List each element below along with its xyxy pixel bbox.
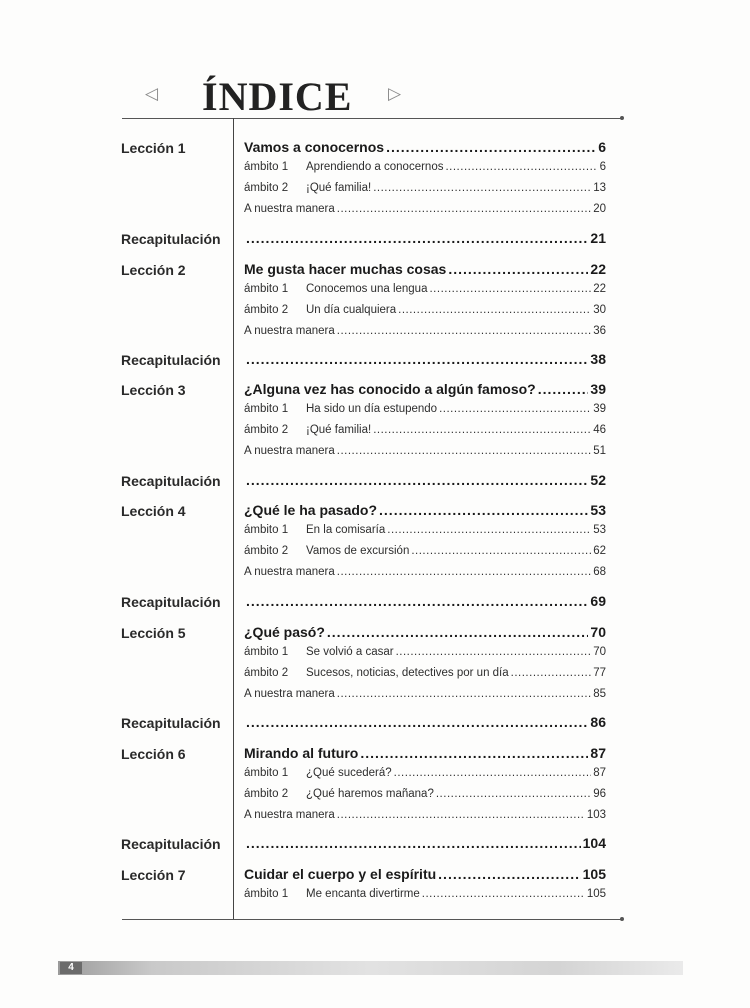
toc-entry[interactable] [244, 351, 606, 367]
entry-page: 69 [590, 593, 606, 609]
leader-dots [337, 325, 591, 337]
subentry-page: 62 [593, 545, 606, 557]
toc-entry[interactable] [244, 472, 606, 488]
leader-dots [373, 424, 591, 436]
entry-page: 21 [590, 230, 606, 246]
toc-subentry[interactable] [244, 888, 606, 900]
lesson-label: Lección 6 [121, 746, 186, 762]
leader-dots [439, 403, 591, 415]
entry-page: 70 [590, 624, 606, 640]
leader-dots [327, 624, 589, 640]
leader-dots [445, 161, 597, 173]
toc-entry[interactable] [244, 139, 606, 155]
subentry-page: 53 [593, 524, 606, 536]
lesson-label: Lección 7 [121, 867, 186, 883]
entry-page: 22 [590, 261, 606, 277]
leader-dots [246, 230, 588, 246]
subentry-title: Conocemos una lengua [306, 283, 428, 295]
lesson-label: Lección 2 [121, 262, 186, 278]
recap-label: Recapitulación [121, 836, 221, 852]
subentry-page: 96 [593, 788, 606, 800]
toc-subentry[interactable] [244, 304, 606, 316]
page-title: ÍNDICE [202, 74, 353, 119]
leader-dots [337, 203, 591, 215]
ambito-label: ámbito 1 [244, 161, 289, 173]
entry-page: 53 [590, 502, 606, 518]
toc-subentry[interactable] [244, 325, 606, 337]
toc-entry[interactable] [244, 261, 606, 277]
subentry-title: A nuestra manera [244, 445, 335, 457]
subentry-page: 70 [593, 646, 606, 658]
subentry-title: A nuestra manera [244, 203, 335, 215]
subentry-title: En la comisaría [306, 524, 386, 536]
subentry-page: 87 [593, 767, 606, 779]
ambito-label: ámbito 2 [244, 182, 289, 194]
leader-dots [429, 283, 591, 295]
leader-dots [436, 788, 591, 800]
subentry-title: ¡Qué familia! [306, 182, 372, 194]
subentry-page: 39 [593, 403, 606, 415]
leader-dots [246, 835, 581, 851]
entry-title: Cuidar el cuerpo y el espíritu [244, 866, 437, 882]
subentry-title: Ha sido un día estupendo [306, 403, 438, 415]
toc-subentry[interactable] [244, 809, 606, 821]
subentry-title: Un día cualquiera [306, 304, 397, 316]
toc-subentry[interactable] [244, 445, 606, 457]
triangle-right-icon: ▷ [388, 84, 402, 103]
subentry-page: 105 [586, 888, 606, 900]
toc-subentry[interactable] [244, 161, 606, 173]
leader-dots [438, 866, 580, 882]
subentry-title: Vamos de excursión [306, 545, 410, 557]
ambito-label: ámbito 2 [244, 667, 289, 679]
leader-dots [337, 566, 591, 578]
page-number: 4 [60, 962, 82, 974]
entry-page: 6 [598, 139, 606, 155]
ambito-label: ámbito 1 [244, 403, 289, 415]
toc-entry[interactable] [244, 745, 606, 761]
ambito-label: ámbito 2 [244, 545, 289, 557]
toc-entry[interactable] [244, 230, 606, 246]
toc-subentry[interactable] [244, 667, 606, 679]
ambito-label: ámbito 1 [244, 283, 289, 295]
toc-entry[interactable] [244, 835, 606, 851]
subentry-page: 51 [593, 445, 606, 457]
recap-label: Recapitulación [121, 594, 221, 610]
leader-dots [511, 667, 592, 679]
toc-entry[interactable] [244, 624, 606, 640]
toc-subentry[interactable] [244, 524, 606, 536]
toc-subentry[interactable] [244, 646, 606, 658]
entry-page: 86 [590, 714, 606, 730]
subentry-title: Sucesos, noticias, detectives por un día [306, 667, 509, 679]
subentry-title: ¿Qué haremos mañana? [306, 788, 434, 800]
ambito-label: ámbito 2 [244, 304, 289, 316]
entry-title: Mirando al futuro [244, 745, 359, 761]
leader-dots [337, 809, 585, 821]
recap-label: Recapitulación [121, 352, 221, 368]
subentry-page: 30 [593, 304, 606, 316]
toc-subentry[interactable] [244, 283, 606, 295]
toc-subentry[interactable] [244, 566, 606, 578]
entry-title: Vamos a conocernos [244, 139, 385, 155]
toc-subentry[interactable] [244, 182, 606, 194]
subentry-title: A nuestra manera [244, 566, 335, 578]
ambito-label: ámbito 2 [244, 788, 289, 800]
toc-entry[interactable] [244, 381, 606, 397]
subentry-page: 68 [593, 566, 606, 578]
leader-dots [386, 139, 596, 155]
leader-dots [337, 688, 591, 700]
entry-page: 38 [590, 351, 606, 367]
subentry-page: 6 [599, 161, 606, 173]
leader-dots [379, 502, 588, 518]
toc-subentry[interactable] [244, 403, 606, 415]
lesson-label: Lección 1 [121, 140, 186, 156]
subentry-page: 36 [593, 325, 606, 337]
subentry-title: A nuestra manera [244, 325, 335, 337]
ambito-label: ámbito 1 [244, 646, 289, 658]
ambito-label: ámbito 1 [244, 524, 289, 536]
leader-dots [538, 381, 589, 397]
leader-dots [373, 182, 591, 194]
subentry-page: 85 [593, 688, 606, 700]
subentry-page: 103 [586, 809, 606, 821]
footer-bar [58, 961, 683, 975]
ambito-label: ámbito 2 [244, 424, 289, 436]
toc-subentry[interactable] [244, 203, 606, 215]
entry-title: ¿Qué le ha pasado? [244, 502, 378, 518]
subentry-page: 46 [593, 424, 606, 436]
leader-dots [448, 261, 588, 277]
toc-entry[interactable] [244, 502, 606, 518]
subentry-page: 22 [593, 283, 606, 295]
entry-page: 39 [590, 381, 606, 397]
toc-entry[interactable] [244, 714, 606, 730]
entry-page: 104 [582, 835, 606, 851]
subentry-title: A nuestra manera [244, 688, 335, 700]
leader-dots [337, 445, 591, 457]
entry-title: ¿Qué pasó? [244, 624, 325, 640]
entry-page: 105 [582, 866, 606, 882]
entry-page: 52 [590, 472, 606, 488]
subentry-page: 13 [593, 182, 606, 194]
bottom-rule [122, 919, 622, 920]
leader-dots [246, 714, 588, 730]
leader-dots [398, 304, 591, 316]
subentry-title: ¿Qué sucederá? [306, 767, 392, 779]
leader-dots [246, 351, 588, 367]
leader-dots [396, 646, 592, 658]
toc-entry[interactable] [244, 593, 606, 609]
recap-label: Recapitulación [121, 231, 221, 247]
toc-subentry[interactable] [244, 545, 606, 557]
subentry-title: Aprendiendo a conocernos [306, 161, 444, 173]
triangle-left-icon: ◁ [145, 84, 159, 103]
subentry-title: Me encanta divertirme [306, 888, 420, 900]
toc-subentry[interactable] [244, 788, 606, 800]
lesson-label: Lección 4 [121, 503, 186, 519]
leader-dots [246, 472, 588, 488]
entry-page: 87 [590, 745, 606, 761]
entry-title: ¿Alguna vez has conocido a algún famoso? [244, 381, 536, 397]
leader-dots [246, 593, 588, 609]
entry-title: Me gusta hacer muchas cosas [244, 261, 447, 277]
subentry-page: 20 [593, 203, 606, 215]
recap-label: Recapitulación [121, 715, 221, 731]
toc-entry[interactable] [244, 866, 606, 882]
lesson-label: Lección 3 [121, 382, 186, 398]
toc-subentry[interactable] [244, 767, 606, 779]
leader-dots [411, 545, 591, 557]
leader-dots [360, 745, 588, 761]
subentry-title: ¡Qué familia! [306, 424, 372, 436]
subentry-title: Se volvió a casar [306, 646, 394, 658]
ambito-label: ámbito 1 [244, 888, 289, 900]
lesson-label: Lección 5 [121, 625, 186, 641]
leader-dots [394, 767, 592, 779]
leader-dots [422, 888, 585, 900]
ambito-label: ámbito 1 [244, 767, 289, 779]
leader-dots [387, 524, 591, 536]
toc-subentry[interactable] [244, 688, 606, 700]
toc-subentry[interactable] [244, 424, 606, 436]
subentry-page: 77 [593, 667, 606, 679]
recap-label: Recapitulación [121, 473, 221, 489]
subentry-title: A nuestra manera [244, 809, 335, 821]
